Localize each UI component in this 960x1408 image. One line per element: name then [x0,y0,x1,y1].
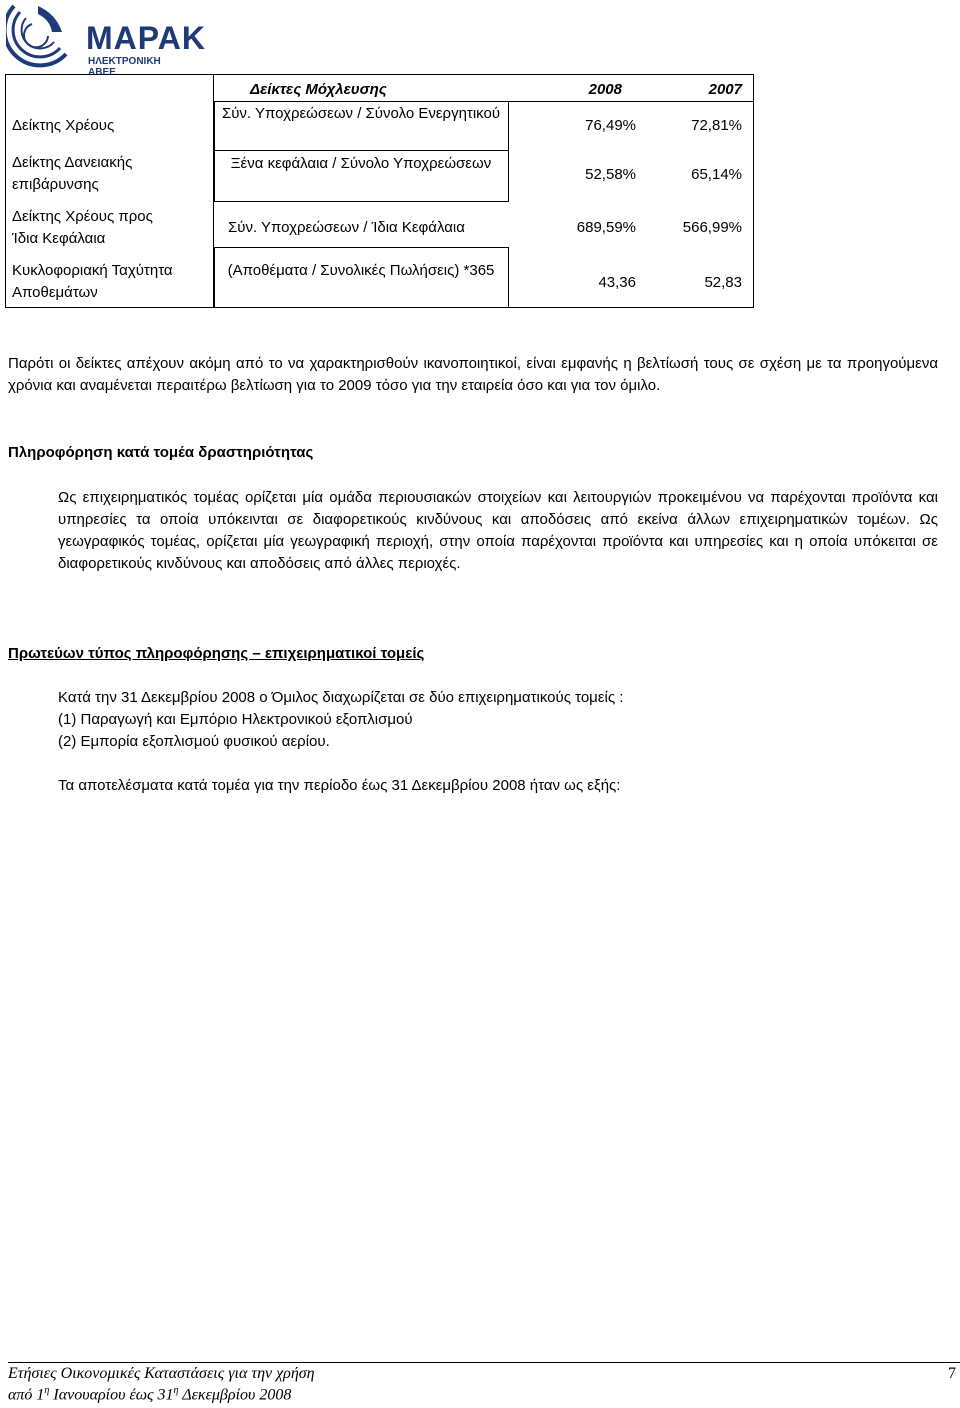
section-heading: Πρωτεύων τύπος πληροφόρησης – επιχειρηματικοί τομείς [8,645,425,662]
ratio-formula: (Αποθέματα / Συνολικές Πωλήσεις) *365 [227,262,495,279]
footer-superscript: η [44,1385,50,1396]
value-2007: 52,83 [704,274,742,291]
header-divider [214,101,753,102]
leverage-ratios-table [5,74,754,308]
header-label: Δείκτες Μόχλευσης [250,81,387,98]
section-heading: Πληροφόρηση κατά τομέα δραστηριότητας [8,444,314,461]
footer-text: Ιανουαρίου έως 31 [49,1386,174,1404]
footer-line-1: Ετήσιες Οικονομικές Καταστάσεις για την χρήση [8,1365,315,1382]
logo-subtitle: ΗΛΕΚΤΡΟΝΙΚΗ ΑΒΕΕ [88,56,161,78]
formula-left-border [214,247,215,307]
text-line: Κατά την 31 Δεκεμβρίου 2008 ο Όμιλος διαχωρίζεται σε δύο επιχειρηματικούς τομείς : [58,689,624,706]
page-number: 7 [948,1365,956,1382]
value-2008: 76,49% [585,117,636,134]
footer-superscript: η [173,1385,179,1396]
value-2007: 65,14% [691,166,742,183]
logo-symbol-icon [6,2,76,68]
text-line: (2) Εμπορία εξοπλισμού φυσικού αερίου. [58,733,330,750]
segment-definition-paragraph: Ως επιχειρηματικός τομέας ορίζεται μία ομάδα περιουσιακών στοιχείων και λειτουργιών προκειμένου να παρέχονται προϊόντα και υπηρεσίες τα οποία υπόκεινται σε διαφορετικούς κινδύνους και αποδόσεις από εκείνα άλλων επιχειρηματικών τομέων. Ως γεωγραφικός τομέας, ορίζεται μία γεωγραφική περιοχή, στην οποία παρέχονται προϊόντα και υπηρεσίες και η οποία υπόκειται σε διαφορετικούς κινδύνους και αποδόσεις από άλλες περιοχές. [58,489,938,572]
ratio-names-column [6,75,214,307]
row-divider [214,247,509,248]
footer-divider [8,1362,960,1363]
header-year-2007: 2007 [708,81,742,98]
logo-name: ΜΑΡΑΚ [86,20,206,56]
ratio-name: Δείκτης Χρέους [12,117,115,134]
text-line: (1) Παραγωγή και Εμπόριο Ηλεκτρονικού εξοπλισμού [58,711,413,728]
ratios-commentary-paragraph: Παρότι οι δείκτες απέχουν ακόμη από το να χαρακτηρισθούν ικανοποιητικοί, είναι εμφανής η βελτίωσή τους σε σχέση με τα προηγούμενα χρόνια και αναμένεται περαιτέρω βελτίωση για το 2009 τόσο για την εταιρεία όσο και για τον όμιλο. [8,355,938,394]
value-2007: 566,99% [682,219,742,236]
formula-right-border [508,247,509,307]
ratio-values-area [214,75,753,307]
row-divider [214,201,509,202]
value-2008: 43,36 [598,274,636,291]
formula-left-border [214,101,215,201]
header-year-2008: 2008 [588,81,622,98]
results-intro-line: Τα αποτελέσματα κατά τομέα για την περίοδο έως 31 Δεκεμβρίου 2008 ήταν ως εξής: [58,777,621,794]
ratio-formula: Σύν. Υποχρεώσεων / Ίδια Κεφάλαια [228,219,465,236]
ratio-name: Δείκτης Χρέους προς Ίδια Κεφάλαια [12,208,153,247]
ratio-name: Κυκλοφοριακή Ταχύτητα Αποθεμάτων [12,262,173,301]
footer-line-2 [8,1385,291,1404]
company-logo [6,2,206,78]
ratio-formula: Ξένα κεφάλαια / Σύνολο Υποχρεώσεων [230,155,492,172]
footer-text: από 1 [8,1386,45,1404]
row-divider [214,150,509,151]
footer-text: Δεκεμβρίου 2008 [178,1386,292,1404]
ratio-formula: Σύν. Υποχρεώσεων / Σύνολο Ενεργητικού [221,105,501,122]
formula-right-border [508,101,509,201]
value-2008: 689,59% [576,219,636,236]
value-2007: 72,81% [691,117,742,134]
ratio-name: Δείκτης Δανειακής επιβάρυνσης [12,154,133,193]
value-2008: 52,58% [585,166,636,183]
